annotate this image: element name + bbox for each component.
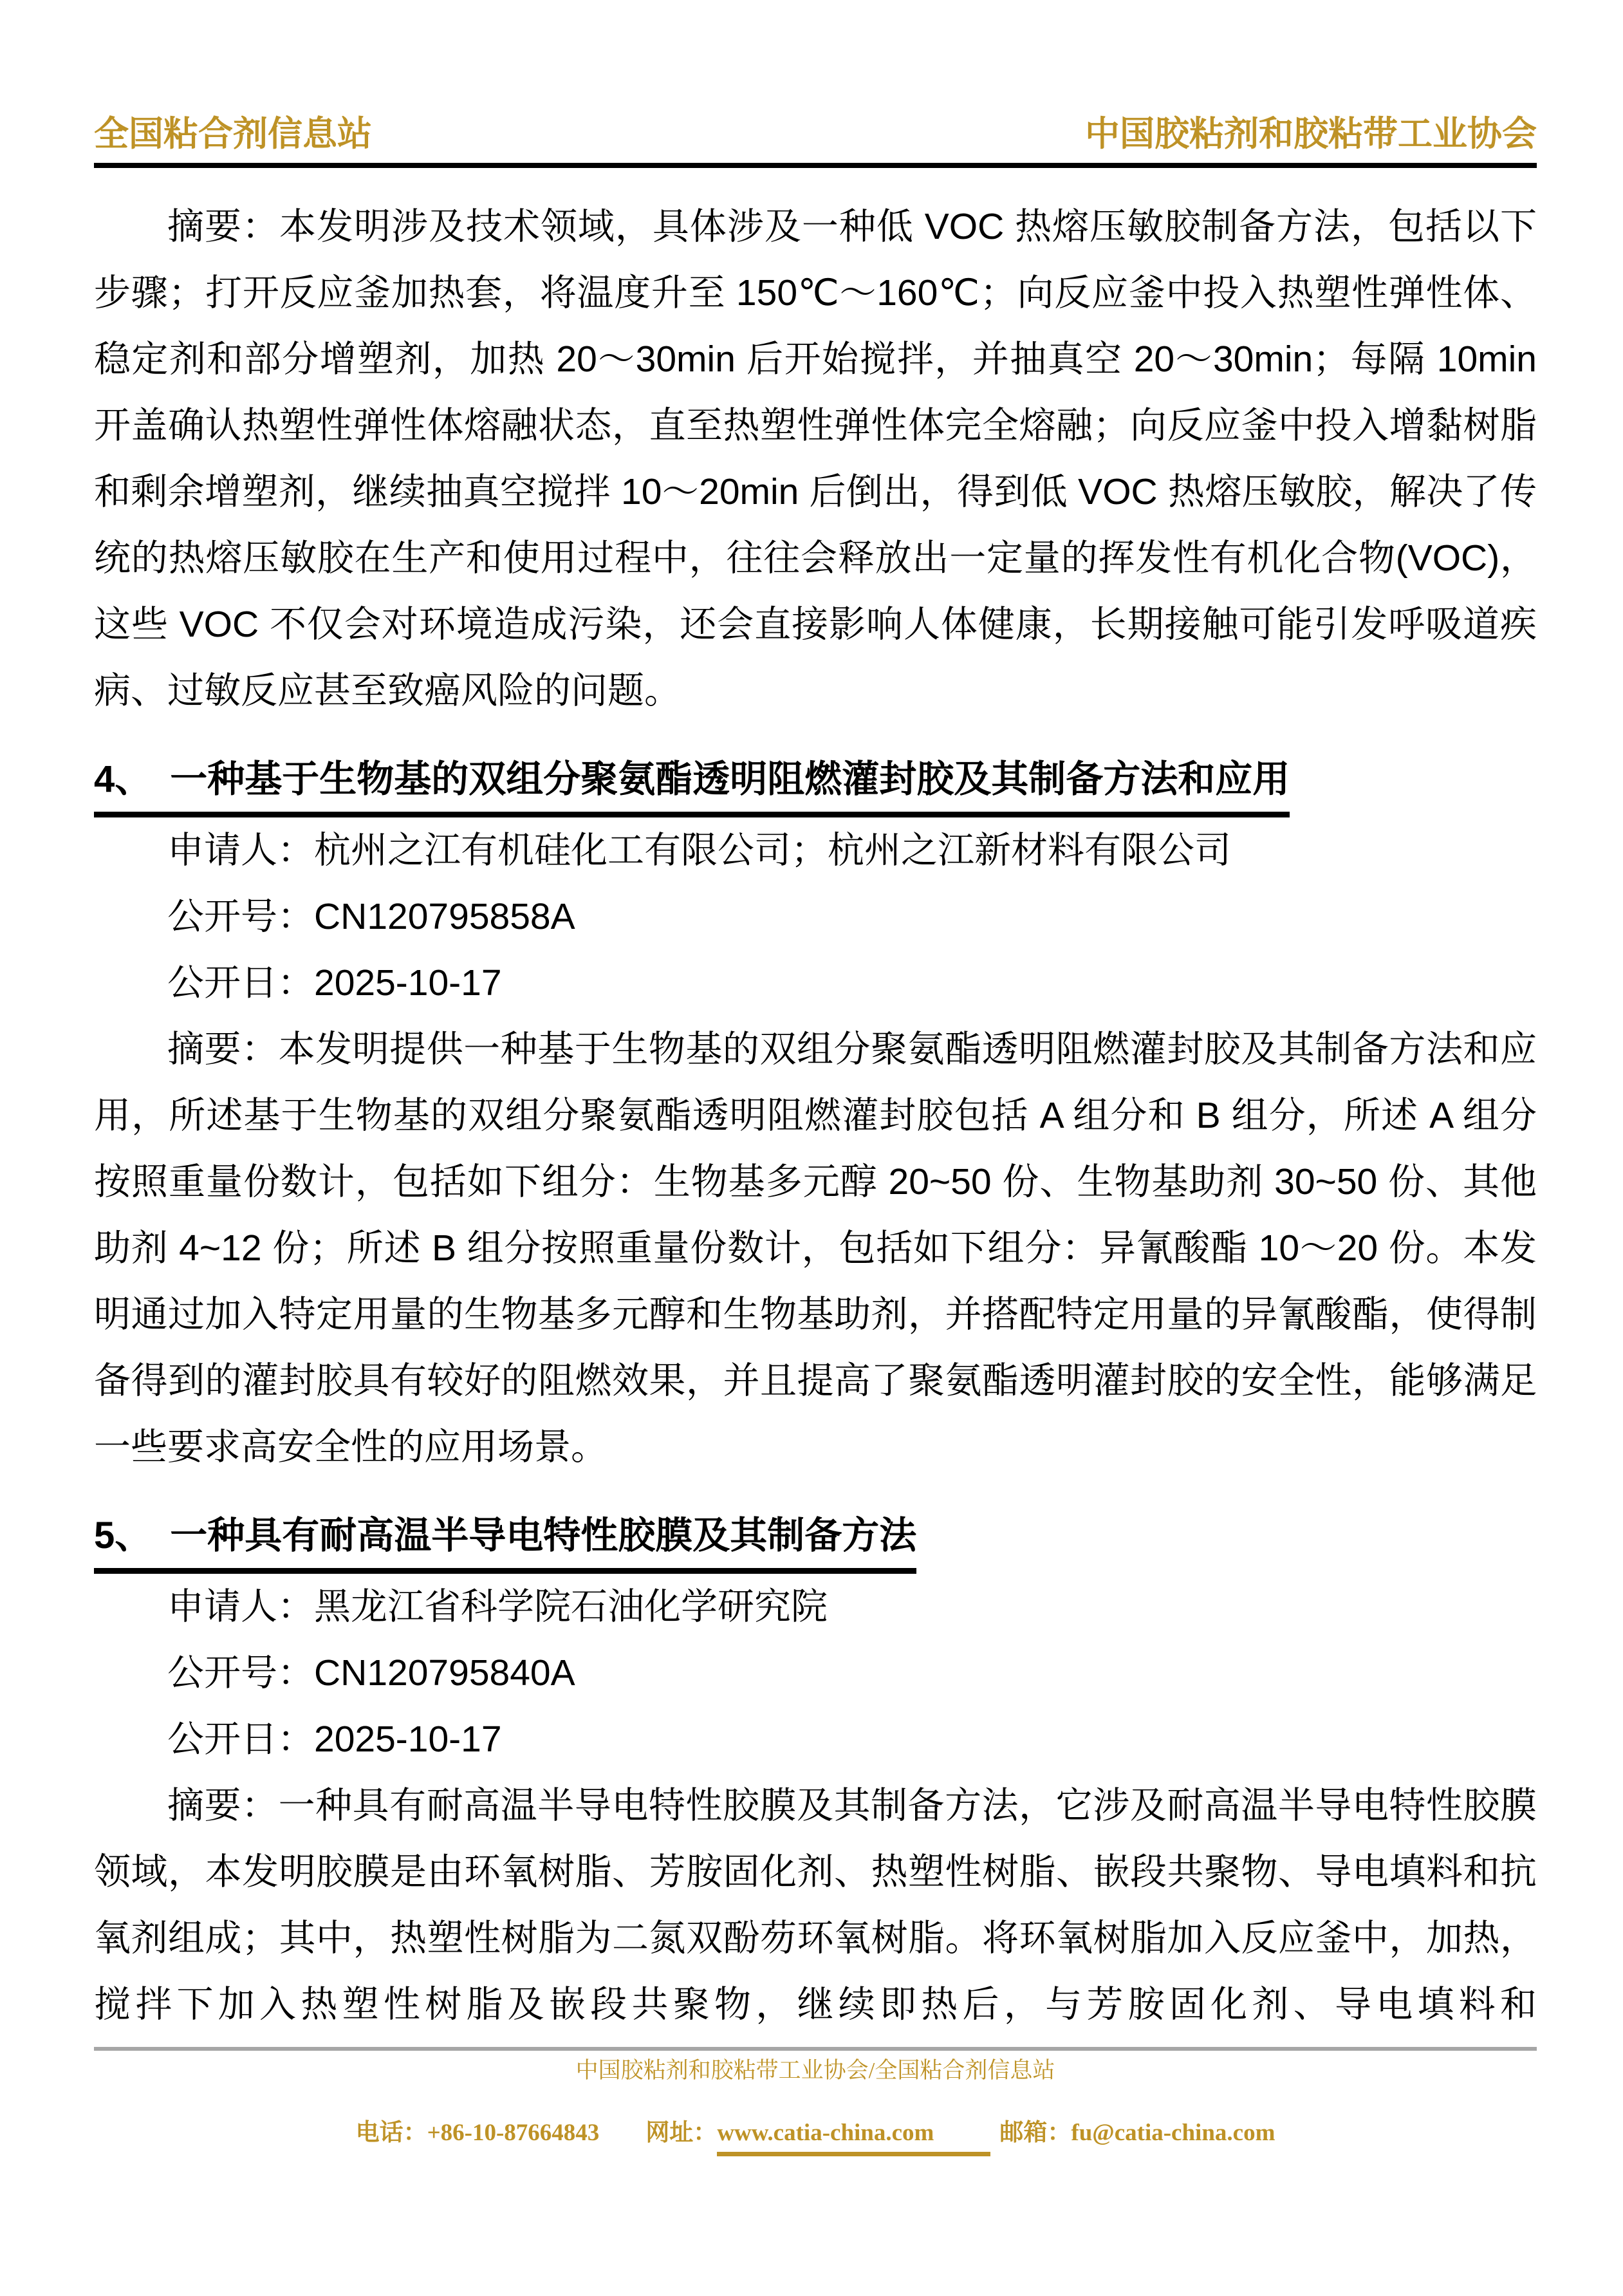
email-label: 邮箱： — [999, 2120, 1071, 2146]
footer-org-line: 中国胶粘剂和胶粘带工业协会/全国粘合剂信息站 — [575, 2058, 1055, 2083]
footer-divider — [94, 2047, 1537, 2051]
website-label: 网址： — [645, 2120, 718, 2146]
footer-contact-line — [94, 2118, 1537, 2156]
footer-email — [999, 2118, 1275, 2149]
field-value: 杭州之江有机硅化工有限公司；杭州之江新材料有限公司 — [314, 829, 1231, 871]
field-label: 申请人： — [167, 829, 314, 871]
patent-5-pubno-row — [94, 1640, 1537, 1706]
field-label: 公开号： — [167, 895, 314, 937]
patent-4-abstract: 摘要：本发明提供一种基于生物基的双组分聚氨酯透明阻燃灌封胶及其制备方法和应用，所述基于生物基的双组分聚氨酯透明阻燃灌封胶包括 A 组分和 B 组分，所述 A 组分按照重量份数计，包括如下组分：生物基多元醇 20~50 份、生物基助剂 30~50 份、其他助剂 4~12 份；所述 B 组分按照重量份数计，包括如下组分：异氰酸酯 10～20 份。本发明通过加入特定用量的生物基多元醇和生物基助剂，并搭配特定用量的异氰酸酯，使得制备得到的灌封胶具有较好的阻燃效果，并且提高了聚氨酯透明灌封胶的安全性，能够满足一些要求高安全性的应用场景。 — [94, 1028, 1537, 1468]
header-left-text: 全国粘合剂信息站 — [94, 115, 372, 153]
footer-phone — [356, 2118, 600, 2149]
field-value: 2025-10-17 — [314, 1718, 502, 1760]
footer-website-link[interactable]: www.catia-china.com — [717, 2118, 990, 2156]
patent-5-applicant-row — [94, 1574, 1537, 1640]
patent-4-title: 一种基于生物基的双组分聚氨酯透明阻燃灌封胶及其制备方法和应用 — [170, 758, 1290, 800]
patent-4-heading-underline — [94, 751, 1290, 817]
document-body — [94, 194, 1537, 2038]
patent-5-heading — [94, 1502, 1537, 1574]
page-footer — [94, 2047, 1537, 2156]
field-label: 申请人： — [167, 1585, 314, 1627]
header-divider — [94, 163, 1537, 168]
field-label: 公开号： — [167, 1652, 314, 1694]
footer-website — [645, 2118, 990, 2156]
field-value: CN120795858A — [314, 895, 575, 937]
field-label: 公开日： — [167, 1718, 314, 1760]
patent-4-pubno-row — [94, 884, 1537, 950]
patent-4-applicant-row — [94, 817, 1537, 884]
patent-5-number: 5、 — [94, 1514, 153, 1556]
field-label: 公开日： — [167, 962, 314, 1003]
phone-value: +86-10-87664843 — [427, 2120, 600, 2146]
field-value: 2025-10-17 — [314, 962, 502, 1003]
email-value: fu@catia-china.com — [1071, 2120, 1275, 2146]
patent-5-abstract: 摘要：一种具有耐高温半导电特性胶膜及其制备方法，它涉及耐高温半导电特性胶膜领域，本发明胶膜是由环氧树脂、芳胺固化剂、热塑性树脂、嵌段共聚物、导电填料和抗氧剂组成；其中，热塑性树脂为二氮双酚芴环氧树脂。将环氧树脂加入反应釜中，加热，搅拌下加入热塑性树脂及嵌段共聚物，继续即热后，与芳胺固化剂、导电填料和 — [94, 1784, 1537, 2025]
patent-4-pubdate-row — [94, 950, 1537, 1016]
header-right-text: 中国胶粘剂和胶粘带工业协会 — [1085, 115, 1537, 153]
field-value: CN120795840A — [314, 1652, 575, 1694]
patent-5-heading-underline — [94, 1507, 916, 1574]
field-value: 黑龙江省科学院石油化学研究院 — [314, 1585, 828, 1627]
patent-5-pubdate-row — [94, 1706, 1537, 1773]
phone-label: 电话： — [355, 2120, 427, 2146]
patent-3-abstract: 摘要：本发明涉及技术领域，具体涉及一种低 VOC 热熔压敏胶制备方法，包括以下步骤；打开反应釜加热套，将温度升至 150℃～160℃；向反应釜中投入热塑性弹性体、稳定剂和部分增塑剂，加热 20～30min 后开始搅拌，并抽真空 20～30min；每隔 10min 开盖确认热塑性弹性体熔融状态，直至热塑性弹性体完全熔融；向反应釜中投入增黏树脂和剩余增塑剂，继续抽真空搅拌 10～20min 后倒出，得到低 VOC 热熔压敏胶，解决了传统的热熔压敏胶在生产和使用过程中，往往会释放出一定量的挥发性有机化合物(VOC)，这些 VOC 不仅会对环境造成污染，还会直接影响人体健康，长期接触可能引发呼吸道疾病、过敏反应甚至致癌风险的问题。 — [94, 205, 1537, 711]
patent-5-title: 一种具有耐高温半导电特性胶膜及其制备方法 — [170, 1514, 917, 1556]
page-header — [94, 0, 1537, 156]
patent-4-heading — [94, 746, 1537, 817]
patent-4-number: 4、 — [94, 758, 153, 800]
